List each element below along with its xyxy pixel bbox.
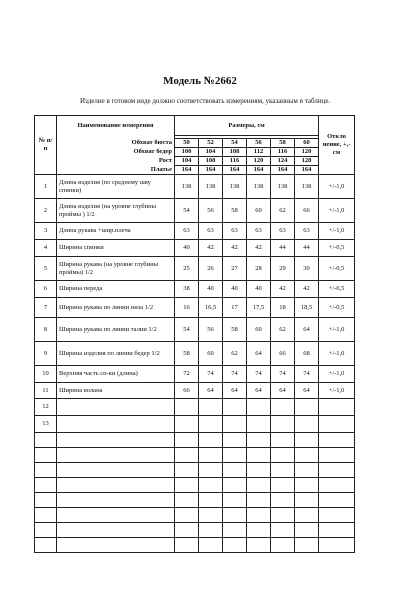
row-tolerance: +/-0,5: [319, 298, 355, 318]
row-size-value: 66: [295, 199, 319, 223]
row-size-value: [295, 448, 319, 463]
row-size-value: [199, 538, 223, 553]
header-size-value: 104: [175, 157, 199, 166]
row-tolerance: [319, 448, 355, 463]
row-size-value: [271, 508, 295, 523]
row-size-value: [295, 493, 319, 508]
row-size-value: [295, 416, 319, 433]
table-row: [35, 257, 355, 281]
row-tolerance: [319, 478, 355, 493]
row-tolerance: [319, 508, 355, 523]
row-measurement-name: [57, 463, 175, 478]
table-row: [35, 175, 355, 199]
row-size-value: 42: [199, 240, 223, 257]
table-row: [35, 523, 355, 538]
row-tolerance: +/-1,0: [319, 223, 355, 240]
row-size-value: 138: [175, 175, 199, 199]
row-size-value: [295, 478, 319, 493]
row-size-value: [199, 478, 223, 493]
row-size-value: 42: [223, 240, 247, 257]
row-size-value: 42: [271, 281, 295, 298]
row-measurement-name: Ширина изделия по линии бедер 1/2: [57, 342, 175, 366]
table-row: [35, 416, 355, 433]
row-size-value: [271, 523, 295, 538]
table-row: [35, 318, 355, 342]
row-number: 2: [35, 199, 57, 223]
row-size-value: [223, 463, 247, 478]
row-size-value: 26: [199, 257, 223, 281]
row-measurement-name: Ширина спинки: [57, 240, 175, 257]
row-number: [35, 463, 57, 478]
row-tolerance: +/-1,0: [319, 383, 355, 399]
header-size-value: 112: [247, 148, 271, 157]
row-size-value: 58: [223, 318, 247, 342]
row-size-value: [271, 478, 295, 493]
row-size-value: [199, 399, 223, 416]
row-tolerance: +/-0,5: [319, 240, 355, 257]
measurement-table: [34, 115, 355, 553]
row-size-value: [175, 538, 199, 553]
table-row: [35, 448, 355, 463]
row-number: 8: [35, 318, 57, 342]
row-size-value: [199, 448, 223, 463]
row-tolerance: +/-1,0: [319, 318, 355, 342]
row-size-value: 63: [295, 223, 319, 240]
row-size-value: 74: [271, 366, 295, 383]
row-size-value: [223, 433, 247, 448]
row-number: [35, 523, 57, 538]
row-size-value: [295, 463, 319, 478]
row-tolerance: [319, 493, 355, 508]
row-measurement-name: [57, 416, 175, 433]
header-param-label: Рост: [57, 157, 175, 166]
row-size-value: 54: [175, 318, 199, 342]
header-size-value: 164: [175, 166, 199, 175]
row-size-value: 40: [247, 281, 271, 298]
row-size-value: [175, 478, 199, 493]
row-size-value: 63: [223, 223, 247, 240]
row-measurement-name: Длина рукава +шир.плеча: [57, 223, 175, 240]
table-row: [35, 463, 355, 478]
row-number: 13: [35, 416, 57, 433]
row-size-value: [247, 493, 271, 508]
row-size-value: 44: [271, 240, 295, 257]
row-size-value: 60: [199, 342, 223, 366]
row-size-value: 74: [223, 366, 247, 383]
row-size-value: [247, 448, 271, 463]
row-size-value: 64: [223, 383, 247, 399]
row-size-value: 63: [271, 223, 295, 240]
header-size-value: 164: [223, 166, 247, 175]
row-measurement-name: Длина изделия (на уровне глубины проймы ) 1/2: [57, 199, 175, 223]
header-size-value: 116: [271, 148, 295, 157]
header-param-label: Обхват бюста: [57, 139, 175, 148]
row-measurement-name: Ширина рукава (на уровне глубины проймы) 1/2: [57, 257, 175, 281]
row-size-value: 74: [199, 366, 223, 383]
header-size-value: 120: [295, 148, 319, 157]
row-size-value: [175, 508, 199, 523]
row-measurement-name: [57, 448, 175, 463]
row-size-value: [199, 508, 223, 523]
header-size-value: 128: [295, 157, 319, 166]
row-size-value: 74: [247, 366, 271, 383]
row-size-value: 16: [175, 298, 199, 318]
row-size-value: [199, 493, 223, 508]
row-size-value: [223, 416, 247, 433]
row-measurement-name: [57, 433, 175, 448]
row-size-value: 42: [247, 240, 271, 257]
table-row: [35, 199, 355, 223]
row-size-value: [295, 508, 319, 523]
row-size-value: [175, 416, 199, 433]
header-size-value: 54: [223, 139, 247, 148]
row-size-value: 16,5: [199, 298, 223, 318]
row-size-value: [175, 433, 199, 448]
row-size-value: [295, 399, 319, 416]
header-param-row: [35, 166, 355, 175]
row-size-value: 64: [247, 342, 271, 366]
row-measurement-name: Ширина волана: [57, 383, 175, 399]
row-size-value: [247, 416, 271, 433]
row-tolerance: [319, 523, 355, 538]
row-size-value: 63: [175, 223, 199, 240]
row-size-value: 30: [295, 257, 319, 281]
row-size-value: [175, 399, 199, 416]
table-row: [35, 281, 355, 298]
row-size-value: 40: [199, 281, 223, 298]
row-size-value: [271, 416, 295, 433]
row-size-value: [199, 433, 223, 448]
row-size-value: 17: [223, 298, 247, 318]
row-size-value: [271, 538, 295, 553]
header-row-title: [35, 116, 355, 136]
header-name-cell: Наименование измерения: [57, 116, 175, 136]
row-size-value: [295, 523, 319, 538]
row-number: [35, 493, 57, 508]
row-size-value: [199, 416, 223, 433]
header-size-value: 120: [247, 157, 271, 166]
page-subtitle: Изделие в готовом виде должно соответствовать измерениям, указанным в таблице.: [80, 97, 331, 105]
row-size-value: [271, 463, 295, 478]
row-size-value: [247, 523, 271, 538]
row-size-value: 63: [247, 223, 271, 240]
row-number: [35, 508, 57, 523]
row-size-value: [223, 508, 247, 523]
row-tolerance: [319, 399, 355, 416]
row-size-value: [247, 463, 271, 478]
row-size-value: 38: [175, 281, 199, 298]
row-measurement-name: [57, 508, 175, 523]
row-size-value: [223, 493, 247, 508]
row-size-value: [271, 399, 295, 416]
row-number: 4: [35, 240, 57, 257]
header-param-label: Обхват бедер: [57, 148, 175, 157]
row-size-value: [247, 478, 271, 493]
row-size-value: 68: [295, 342, 319, 366]
row-measurement-name: [57, 538, 175, 553]
row-size-value: 64: [247, 383, 271, 399]
row-size-value: 25: [175, 257, 199, 281]
row-measurement-name: [57, 493, 175, 508]
row-size-value: 64: [295, 383, 319, 399]
row-size-value: 40: [223, 281, 247, 298]
row-size-value: 138: [223, 175, 247, 199]
row-tolerance: +/-1,0: [319, 366, 355, 383]
row-size-value: 64: [199, 383, 223, 399]
row-size-value: [223, 523, 247, 538]
row-size-value: [295, 433, 319, 448]
header-size-value: 56: [247, 139, 271, 148]
row-size-value: [271, 433, 295, 448]
row-size-value: 18: [271, 298, 295, 318]
row-size-value: [247, 538, 271, 553]
header-size-value: 100: [175, 148, 199, 157]
header-param-row: [35, 157, 355, 166]
row-number: 11: [35, 383, 57, 399]
table-row: [35, 342, 355, 366]
row-tolerance: +/-1,0: [319, 199, 355, 223]
row-size-value: [199, 523, 223, 538]
row-number: 12: [35, 399, 57, 416]
row-size-value: 44: [295, 240, 319, 257]
row-size-value: [223, 399, 247, 416]
row-measurement-name: Ширина рукава по линии низа 1/2: [57, 298, 175, 318]
header-size-value: 164: [295, 166, 319, 175]
row-size-value: [223, 478, 247, 493]
row-tolerance: +/-1,0: [319, 342, 355, 366]
row-tolerance: [319, 433, 355, 448]
header-size-value: 60: [295, 139, 319, 148]
header-size-value: 58: [271, 139, 295, 148]
row-measurement-name: Длина изделия (по среднему шву спинки): [57, 175, 175, 199]
table-row: [35, 433, 355, 448]
row-size-value: 64: [271, 383, 295, 399]
row-measurement-name: Верхняя часть сп-ки (длина): [57, 366, 175, 383]
row-size-value: [199, 463, 223, 478]
row-size-value: 54: [175, 199, 199, 223]
row-size-value: [295, 538, 319, 553]
table-row: [35, 240, 355, 257]
table-row: [35, 366, 355, 383]
row-size-value: [247, 508, 271, 523]
row-tolerance: +/-0,5: [319, 257, 355, 281]
header-num-cell: № п/п: [35, 116, 57, 175]
row-size-value: 62: [223, 342, 247, 366]
row-number: 7: [35, 298, 57, 318]
row-tolerance: [319, 463, 355, 478]
row-measurement-name: [57, 478, 175, 493]
row-size-value: [175, 463, 199, 478]
row-size-value: 40: [175, 240, 199, 257]
header-size-value: 164: [271, 166, 295, 175]
header-size-value: 104: [199, 148, 223, 157]
header-size-value: 164: [247, 166, 271, 175]
row-tolerance: [319, 538, 355, 553]
page-title: Модель №2662: [163, 75, 237, 87]
row-size-value: [223, 538, 247, 553]
row-size-value: 58: [223, 199, 247, 223]
table-row: [35, 508, 355, 523]
header-size-value: 108: [199, 157, 223, 166]
row-size-value: 18,5: [295, 298, 319, 318]
row-number: [35, 433, 57, 448]
row-size-value: [223, 448, 247, 463]
table-row: [35, 298, 355, 318]
row-measurement-name: Ширина рукава по линии талии 1/2: [57, 318, 175, 342]
table-row: [35, 538, 355, 553]
row-size-value: 138: [247, 175, 271, 199]
row-size-value: 72: [175, 366, 199, 383]
row-size-value: 62: [271, 318, 295, 342]
row-size-value: 138: [295, 175, 319, 199]
table-row: [35, 493, 355, 508]
row-tolerance: [319, 416, 355, 433]
table-row: [35, 399, 355, 416]
header-size-value: 108: [223, 148, 247, 157]
row-size-value: [247, 433, 271, 448]
row-size-value: 56: [199, 199, 223, 223]
row-number: 9: [35, 342, 57, 366]
row-number: 5: [35, 257, 57, 281]
row-size-value: [175, 493, 199, 508]
row-number: [35, 538, 57, 553]
row-measurement-name: [57, 523, 175, 538]
table-row: [35, 478, 355, 493]
header-size-value: 124: [271, 157, 295, 166]
row-size-value: 29: [271, 257, 295, 281]
row-size-value: 66: [271, 342, 295, 366]
row-number: [35, 448, 57, 463]
row-number: 3: [35, 223, 57, 240]
header-param-label: Платье: [57, 166, 175, 175]
row-tolerance: +/-0,5: [319, 281, 355, 298]
table-row: [35, 223, 355, 240]
row-size-value: 60: [247, 199, 271, 223]
row-size-value: 63: [199, 223, 223, 240]
row-size-value: [247, 399, 271, 416]
row-tolerance: +/-1,0: [319, 175, 355, 199]
row-size-value: 28: [247, 257, 271, 281]
header-param-row: [35, 139, 355, 148]
table-row: [35, 383, 355, 399]
row-size-value: [271, 493, 295, 508]
row-size-value: 138: [271, 175, 295, 199]
header-sizes-cell: Размеры, см: [175, 116, 319, 136]
row-size-value: 17,5: [247, 298, 271, 318]
header-tolerance-cell: Откло нение, +,- см: [319, 116, 355, 175]
row-size-value: 64: [295, 318, 319, 342]
row-size-value: 27: [223, 257, 247, 281]
row-number: [35, 478, 57, 493]
row-number: 6: [35, 281, 57, 298]
header-size-value: 50: [175, 139, 199, 148]
header-param-row: [35, 148, 355, 157]
header-size-value: 52: [199, 139, 223, 148]
row-size-value: 74: [295, 366, 319, 383]
row-size-value: [271, 448, 295, 463]
row-measurement-name: [57, 399, 175, 416]
row-size-value: 60: [247, 318, 271, 342]
row-size-value: 62: [271, 199, 295, 223]
row-size-value: 58: [175, 342, 199, 366]
row-size-value: 56: [199, 318, 223, 342]
row-size-value: 66: [175, 383, 199, 399]
header-size-value: 116: [223, 157, 247, 166]
row-number: 10: [35, 366, 57, 383]
row-measurement-name: Ширина переда: [57, 281, 175, 298]
header-size-value: 164: [199, 166, 223, 175]
row-size-value: 42: [295, 281, 319, 298]
row-number: 1: [35, 175, 57, 199]
row-size-value: [175, 523, 199, 538]
row-size-value: [175, 448, 199, 463]
row-size-value: 138: [199, 175, 223, 199]
